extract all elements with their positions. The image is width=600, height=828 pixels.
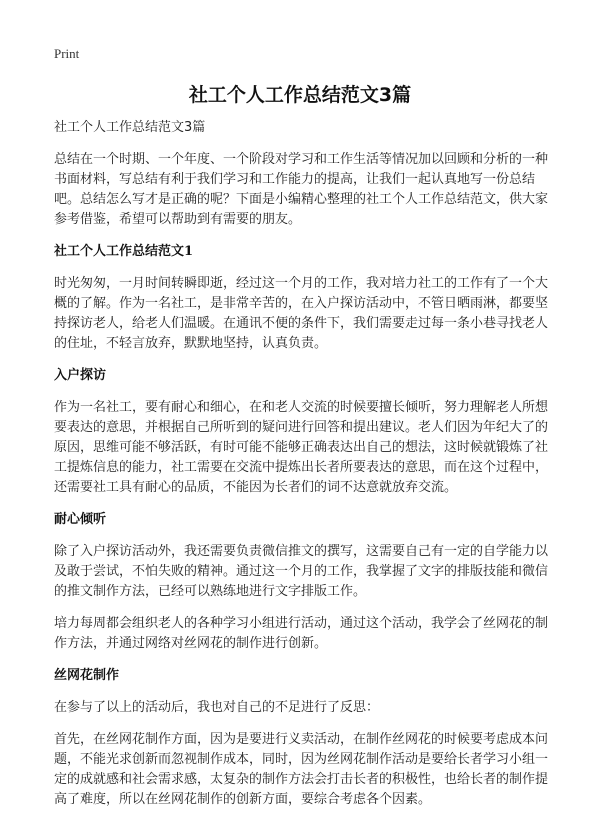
article-subtitle: 社工个人工作总结范文3篇 [54,120,206,135]
section-heading-silk-flower: 丝网花制作 [54,668,120,683]
section-heading-patient-listening: 耐心倾听 [54,512,107,527]
section-heading-sample-1: 社工个人工作总结范文1 [54,244,194,259]
article-body [54,118,552,822]
section-4-paragraph-1: 在参与了以上的活动后，我也对自己的不足进行了反思： [54,700,380,715]
section-4-paragraph-2: 首先，在丝网花制作方面，因为是要进行义卖活动，在制作丝网花的时候要考虑成本问题，不能光求创新而忽视制作成本，同时，因为丝网花制作活动是要给长者学习小组一定的成就感和社会需求感，太复杂的制作方法会打击长者的积极性，也给长者的制作提高了难度，所以在丝网花制作的创新方面，要综合考虑各个因素。 [54,732,549,807]
section-1-paragraph-1: 时光匆匆，一月时间转瞬即逝，经过这一个月的工作，我对培力社工的工作有了一个大概的了解。作为一名社工，是非常辛苦的，在入户探访活动中，不管日晒雨淋，都要坚持探访老人，给老人们温暖。在通讯不便的条件下，我们需要走过每一条小巷寻找老人的住址，不轻言放弃，默默地坚持，认真负责。 [54,276,549,351]
section-3-paragraph-2: 培力每周都会组织老人的各种学习小组进行活动，通过这个活动，我学会了丝网花的制作方法，并通过网络对丝网花的制作进行创新。 [54,616,549,651]
print-link[interactable]: Print [54,46,80,61]
intro-paragraph: 总结在一个时期、一个年度、一个阶段对学习和工作生活等情况加以回顾和分析的一种书面材料，写总结有利于我们学习和工作能力的提高，让我们一起认真地写一份总结吧。总结怎么写才是正确的呢？下面是小编精心整理的社工个人工作总结范文，供大家参考借鉴，希望可以帮助到有需要的朋友。 [54,152,549,227]
section-2-paragraph-1: 作为一名社工，要有耐心和细心，在和老人交流的时候要擅长倾听，努力理解老人所想要表达的意思，并根据自己所听到的疑问进行回答和提出建议。老人们因为年纪大了的原因，思维可能不够活跃，有时可能不能够正确表达出自己的想法，这时候就锻炼了社工提炼信息的能力，社工需要在交流中提炼出长者所要表达的意思，而在这个过程中，还需要社工具有耐心的品质，不能因为长者们的词不达意就放弃交流。 [54,400,549,495]
section-heading-home-visits: 入户探访 [54,368,107,383]
section-3-paragraph-1: 除了入户探访活动外，我还需要负责微信推文的撰写，这需要自己有一定的自学能力以及敢于尝试，不怕失败的精神。通过这一个月的工作，我掌握了文字的排版技能和微信的推文制作方法，已经可以熟练地进行文字排版工作。 [54,544,549,599]
page-title: 社工个人工作总结范文3篇 [188,84,412,106]
